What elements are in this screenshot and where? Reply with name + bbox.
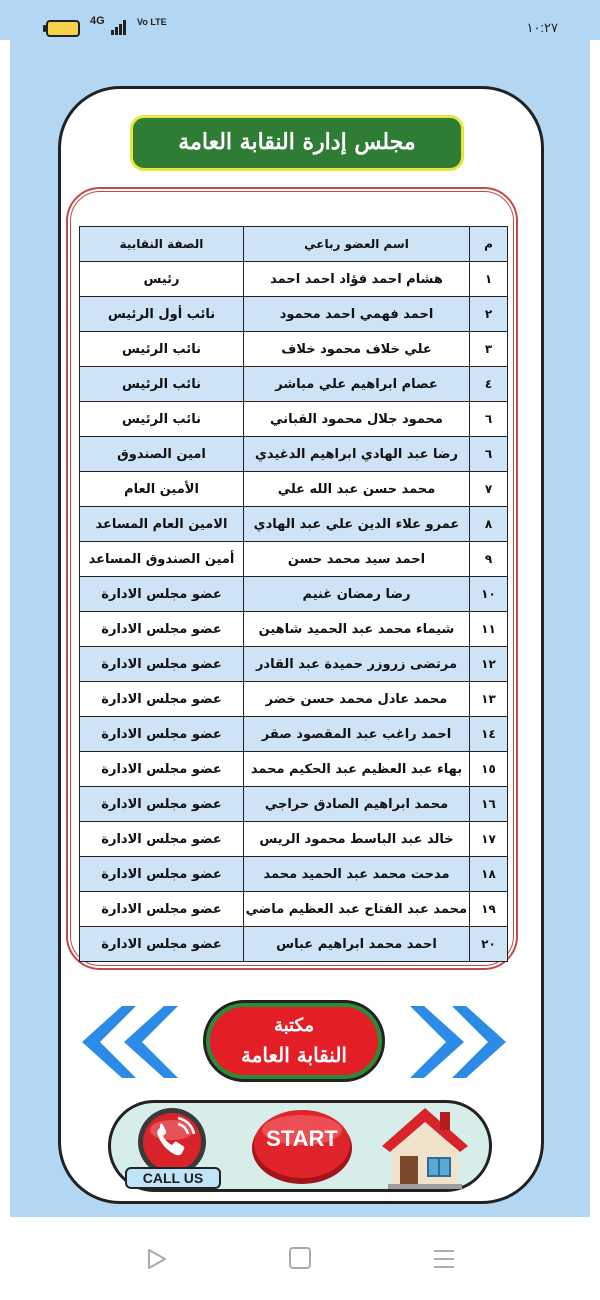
table-row: [80, 717, 508, 752]
cell-name: عصام ابراهيم علي مباشر: [244, 367, 470, 402]
header-name: اسم العضو رباعي: [244, 227, 470, 262]
cell-number: ١١: [470, 612, 508, 647]
table-row: [80, 262, 508, 297]
cell-name: هشام احمد فؤاد احمد احمد: [244, 262, 470, 297]
status-time: ١٠:٢٧: [526, 20, 558, 35]
cell-name: بهاء عبد العظيم عبد الحكيم محمد: [244, 752, 470, 787]
library-label-line1: مكتبة: [273, 1015, 315, 1036]
cell-role: نائب أول الرئيس: [80, 297, 244, 332]
cell-name: عمرو علاء الدين علي عبد الهادي: [244, 507, 470, 542]
page-title: مجلس إدارة النقابة العامة: [130, 115, 464, 171]
cell-number: ١٦: [470, 787, 508, 822]
table-row: [80, 297, 508, 332]
cell-number: ١٣: [470, 682, 508, 717]
cell-number: ١٧: [470, 822, 508, 857]
cell-number: ٢: [470, 297, 508, 332]
cell-number: ١٠: [470, 577, 508, 612]
cell-name: محمد حسن عبد الله علي: [244, 472, 470, 507]
cell-name: محمد عادل محمد حسن خضر: [244, 682, 470, 717]
cell-name: علي خلاف محمود خلاف: [244, 332, 470, 367]
table-header-row: [80, 227, 508, 262]
recent-apps-icon[interactable]: [432, 1247, 456, 1271]
cell-number: ٣: [470, 332, 508, 367]
network-type: 4G: [90, 15, 105, 27]
volte-indicator: Vo LTE: [137, 17, 167, 27]
table-row: [80, 367, 508, 402]
table-row: [80, 647, 508, 682]
cell-role: عضو مجلس الادارة: [80, 612, 244, 647]
table-row: [80, 927, 508, 962]
cell-number: ٢٠: [470, 927, 508, 962]
table-row: [80, 542, 508, 577]
cell-number: ١٥: [470, 752, 508, 787]
table-row: [80, 682, 508, 717]
table-row: [80, 472, 508, 507]
cell-number: ١: [470, 262, 508, 297]
header-role: الصفة النقابية: [80, 227, 244, 262]
cell-name: محمد ابراهيم الصادق حراجي: [244, 787, 470, 822]
cell-role: رئيس: [80, 262, 244, 297]
cell-name: خالد عبد الباسط محمود الريس: [244, 822, 470, 857]
table-row: [80, 507, 508, 542]
cell-role: عضو مجلس الادارة: [80, 647, 244, 682]
home-nav-icon[interactable]: [289, 1247, 311, 1269]
cell-role: عضو مجلس الادارة: [80, 857, 244, 892]
cell-name: مدحت محمد عبد الحميد محمد: [244, 857, 470, 892]
signal-icon: [111, 20, 127, 35]
start-label: START: [266, 1126, 338, 1151]
table-row: [80, 822, 508, 857]
union-library-button[interactable]: [203, 1000, 385, 1082]
cell-number: ٩: [470, 542, 508, 577]
cell-name: محمود جلال محمود القباني: [244, 402, 470, 437]
next-arrow-icon[interactable]: [408, 1000, 518, 1084]
home-icon[interactable]: [374, 1104, 476, 1190]
table-row: [80, 332, 508, 367]
previous-arrow-icon[interactable]: [70, 1000, 180, 1084]
cell-name: احمد سيد محمد حسن: [244, 542, 470, 577]
cell-role: عضو مجلس الادارة: [80, 717, 244, 752]
cell-role: نائب الرئيس: [80, 402, 244, 437]
table-row: [80, 612, 508, 647]
cell-role: امين الصندوق: [80, 437, 244, 472]
battery-icon: [46, 20, 80, 37]
cell-number: ٤: [470, 367, 508, 402]
table-row: [80, 752, 508, 787]
call-us-label: CALL US: [142, 1170, 204, 1186]
table-row: [80, 577, 508, 612]
table-row: [80, 892, 508, 927]
cell-role: الأمين العام: [80, 472, 244, 507]
cell-role: الامين العام المساعد: [80, 507, 244, 542]
cell-number: ١٤: [470, 717, 508, 752]
cell-role: نائب الرئيس: [80, 332, 244, 367]
cell-name: شيماء محمد عبد الحميد شاهين: [244, 612, 470, 647]
cell-role: عضو مجلس الادارة: [80, 682, 244, 717]
table-row: [80, 787, 508, 822]
cell-name: احمد راغب عبد المقصود صقر: [244, 717, 470, 752]
cell-role: عضو مجلس الادارة: [80, 752, 244, 787]
cell-number: ١٩: [470, 892, 508, 927]
members-table: [79, 226, 508, 962]
back-nav-icon[interactable]: [145, 1247, 169, 1271]
start-button[interactable]: [249, 1104, 355, 1186]
cell-name: محمد عبد الفتاح عبد العظيم ماضي: [244, 892, 470, 927]
cell-number: ١٢: [470, 647, 508, 682]
cell-number: ٦: [470, 402, 508, 437]
header-number: م: [470, 227, 508, 262]
library-label-line2: النقابة العامة: [241, 1043, 347, 1067]
cell-role: نائب الرئيس: [80, 367, 244, 402]
table-row: [80, 402, 508, 437]
table-row: [80, 437, 508, 472]
cell-name: مرتضى زروزر حميدة عبد القادر: [244, 647, 470, 682]
table-row: [80, 857, 508, 892]
cell-role: عضو مجلس الادارة: [80, 927, 244, 962]
cell-role: عضو مجلس الادارة: [80, 787, 244, 822]
cell-number: ١٨: [470, 857, 508, 892]
call-us-button[interactable]: [122, 1106, 224, 1190]
cell-role: عضو مجلس الادارة: [80, 892, 244, 927]
cell-name: رضا عبد الهادي ابراهيم الدغيدي: [244, 437, 470, 472]
cell-number: ٦: [470, 437, 508, 472]
cell-name: رضا رمضان غنيم: [244, 577, 470, 612]
cell-role: عضو مجلس الادارة: [80, 577, 244, 612]
cell-number: ٨: [470, 507, 508, 542]
cell-role: أمين الصندوق المساعد: [80, 542, 244, 577]
cell-name: احمد محمد ابراهيم عباس: [244, 927, 470, 962]
status-bar: [0, 0, 600, 40]
cell-name: احمد فهمي احمد محمود: [244, 297, 470, 332]
cell-number: ٧: [470, 472, 508, 507]
cell-role: عضو مجلس الادارة: [80, 822, 244, 857]
